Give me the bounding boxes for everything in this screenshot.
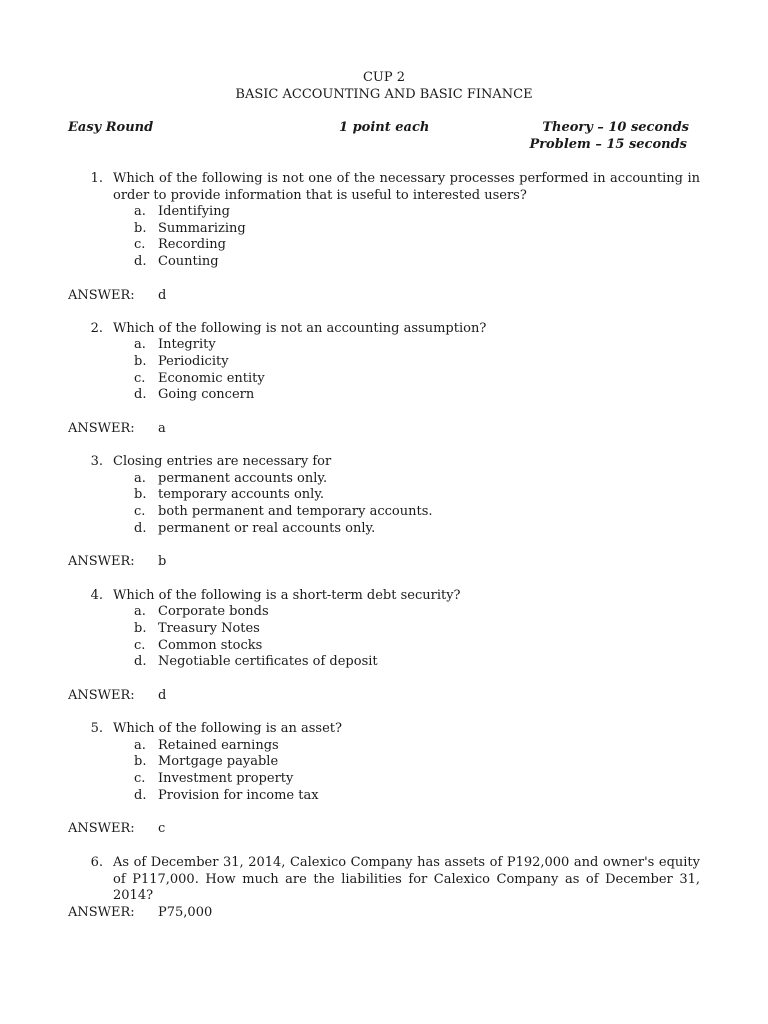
question-text: Which of the following is a short-term debt security? [113, 588, 461, 603]
problem-time-label: Problem – 15 seconds [529, 137, 687, 152]
option-text: Identifying [158, 204, 230, 219]
option-letter: a. [134, 337, 146, 352]
option-letter: c. [134, 504, 146, 519]
option-text: Negotiable certificates of deposit [158, 654, 378, 669]
question-number: 5. [90, 721, 103, 736]
option-letter: a. [134, 471, 146, 486]
question-number: 1. [90, 171, 103, 186]
option-text: Provision for income tax [158, 788, 319, 803]
question-text: As of December 31, 2014, Calexico Company has assets of P192,000 and owner's equity of P117,000. How much are the liabilities for Calexico Company as of December 31, 2014? [113, 855, 700, 904]
option-text: Common stocks [158, 638, 263, 653]
answer-label: ANSWER: [68, 905, 135, 920]
question-text: Which of the following is not one of the necessary processes performed in accounting in order to provide information that is useful to interested users? [113, 171, 700, 203]
question-text: Closing entries are necessary for [113, 454, 332, 469]
option-letter: c. [134, 771, 146, 786]
option-letter: d. [134, 654, 147, 669]
option-text: permanent accounts only. [158, 471, 328, 486]
answer-value: P75,000 [158, 905, 213, 920]
option-letter: d. [134, 521, 147, 536]
option-text: Summarizing [158, 221, 246, 236]
round-label: Easy Round [68, 120, 154, 135]
option-text: Recording [158, 237, 226, 252]
option-letter: c. [134, 638, 146, 653]
option-letter: b. [134, 221, 147, 236]
option-letter: d. [134, 254, 147, 269]
option-letter: c. [134, 371, 146, 386]
answer-value: d [158, 288, 167, 303]
answer-value: b [158, 554, 167, 569]
option-letter: a. [134, 204, 146, 219]
option-letter: d. [134, 788, 147, 803]
option-text: Mortgage payable [158, 754, 279, 769]
option-text: Integrity [158, 337, 216, 352]
answer-value: c [158, 821, 166, 836]
answer-value: a [158, 421, 166, 436]
option-letter: b. [134, 487, 147, 502]
option-letter: b. [134, 621, 147, 636]
question-text: Which of the following is not an accounting assumption? [113, 321, 487, 336]
answer-label: ANSWER: [68, 421, 135, 436]
option-text: both permanent and temporary accounts. [158, 504, 433, 519]
option-letter: b. [134, 754, 147, 769]
answer-value: d [158, 688, 167, 703]
question-number: 6. [90, 855, 103, 870]
answer-label: ANSWER: [68, 554, 135, 569]
question-text: Which of the following is an asset? [113, 721, 342, 736]
option-text: permanent or real accounts only. [158, 521, 376, 536]
option-text: Periodicity [158, 354, 229, 369]
question-number: 4. [90, 588, 103, 603]
document-subtitle: BASIC ACCOUNTING AND BASIC FINANCE [235, 87, 533, 102]
answer-label: ANSWER: [68, 821, 135, 836]
answer-label: ANSWER: [68, 288, 135, 303]
option-text: Investment property [158, 771, 294, 786]
option-letter: a. [134, 738, 146, 753]
question-number: 2. [90, 321, 103, 336]
theory-time-label: Theory – 10 seconds [542, 120, 689, 135]
answer-label: ANSWER: [68, 688, 135, 703]
option-letter: c. [134, 237, 146, 252]
option-text: temporary accounts only. [158, 487, 325, 502]
option-letter: b. [134, 354, 147, 369]
option-text: Corporate bonds [158, 604, 269, 619]
option-text: Treasury Notes [158, 621, 260, 636]
question-number: 3. [90, 454, 103, 469]
option-letter: a. [134, 604, 146, 619]
option-text: Economic entity [158, 371, 265, 386]
option-text: Counting [158, 254, 219, 269]
option-text: Going concern [158, 387, 255, 402]
option-text: Retained earnings [158, 738, 279, 753]
points-label: 1 point each [339, 120, 430, 135]
document-title: CUP 2 [362, 70, 406, 85]
option-letter: d. [134, 387, 147, 402]
